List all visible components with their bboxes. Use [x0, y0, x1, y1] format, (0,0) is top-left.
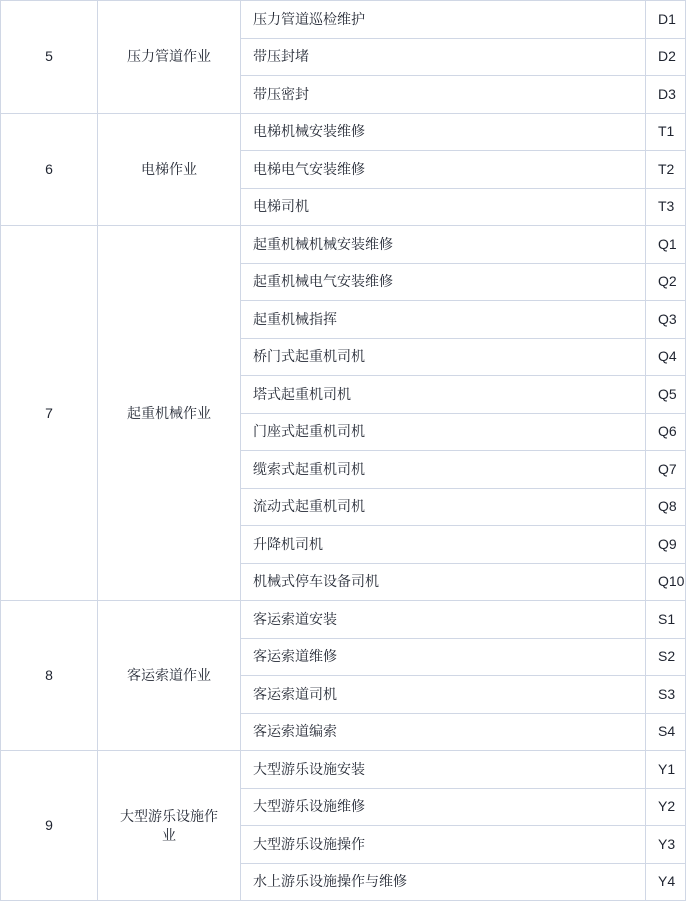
- item-code-cell: D2: [646, 38, 686, 76]
- item-code-cell: Y3: [646, 826, 686, 864]
- item-code-cell: Q6: [646, 413, 686, 451]
- category-label: 起重机械作业: [127, 404, 211, 421]
- item-name-cell: 压力管道巡检维护: [241, 1, 646, 39]
- item-code-cell: T3: [646, 188, 686, 226]
- item-code-cell: Q3: [646, 301, 686, 339]
- category-label: 大型游乐设施作业: [120, 807, 218, 843]
- item-name-cell: 客运索道维修: [241, 638, 646, 676]
- item-name-cell: 电梯电气安装维修: [241, 151, 646, 189]
- category-label: 客运索道作业: [127, 667, 211, 684]
- table-row: [1, 1, 686, 39]
- category-label: 压力管道作业: [127, 48, 211, 65]
- item-name-cell: 升降机司机: [241, 526, 646, 564]
- item-code-cell: Q4: [646, 338, 686, 376]
- item-code-cell: S4: [646, 713, 686, 751]
- item-name-cell: 客运索道安装: [241, 601, 646, 639]
- item-name-cell: 桥门式起重机司机: [241, 338, 646, 376]
- item-name-cell: 门座式起重机司机: [241, 413, 646, 451]
- item-code-cell: D3: [646, 76, 686, 114]
- category-cell: [98, 751, 241, 901]
- category-cell: [98, 226, 241, 601]
- item-name-cell: 大型游乐设施维修: [241, 788, 646, 826]
- item-name-cell: 缆索式起重机司机: [241, 451, 646, 489]
- category-cell: [98, 601, 241, 751]
- item-name-cell: 机械式停车设备司机: [241, 563, 646, 601]
- row-index-cell: 5: [1, 1, 98, 114]
- item-code-cell: Q8: [646, 488, 686, 526]
- item-code-cell: S3: [646, 676, 686, 714]
- row-index-cell: 9: [1, 751, 98, 901]
- item-code-cell: Y1: [646, 751, 686, 789]
- item-name-cell: 带压密封: [241, 76, 646, 114]
- row-index-cell: 7: [1, 226, 98, 601]
- item-code-cell: D1: [646, 1, 686, 39]
- item-name-cell: 客运索道司机: [241, 676, 646, 714]
- item-name-cell: 电梯机械安装维修: [241, 113, 646, 151]
- item-code-cell: Q1: [646, 226, 686, 264]
- item-code-cell: Y4: [646, 863, 686, 901]
- item-code-cell: Q2: [646, 263, 686, 301]
- item-code-cell: Q10: [646, 563, 686, 601]
- item-name-cell: 带压封堵: [241, 38, 646, 76]
- item-name-cell: 大型游乐设施安装: [241, 751, 646, 789]
- item-name-cell: 起重机械指挥: [241, 301, 646, 339]
- category-label: 电梯作业: [141, 160, 197, 177]
- item-name-cell: 大型游乐设施操作: [241, 826, 646, 864]
- item-code-cell: Q7: [646, 451, 686, 489]
- item-code-cell: Q9: [646, 526, 686, 564]
- item-name-cell: 流动式起重机司机: [241, 488, 646, 526]
- table-row: [1, 226, 686, 264]
- row-index-cell: 8: [1, 601, 98, 751]
- item-code-cell: Q5: [646, 376, 686, 414]
- item-code-cell: S1: [646, 601, 686, 639]
- item-code-cell: T1: [646, 113, 686, 151]
- table-row: [1, 601, 686, 639]
- table-body: [1, 1, 686, 901]
- item-name-cell: 水上游乐设施操作与维修: [241, 863, 646, 901]
- item-code-cell: Y2: [646, 788, 686, 826]
- category-cell: [98, 113, 241, 226]
- item-code-cell: S2: [646, 638, 686, 676]
- row-index-cell: 6: [1, 113, 98, 226]
- table-row: [1, 751, 686, 789]
- item-name-cell: 起重机械电气安装维修: [241, 263, 646, 301]
- table-row: [1, 113, 686, 151]
- item-name-cell: 电梯司机: [241, 188, 646, 226]
- category-cell: [98, 1, 241, 114]
- item-name-cell: 起重机械机械安装维修: [241, 226, 646, 264]
- item-name-cell: 塔式起重机司机: [241, 376, 646, 414]
- item-code-cell: T2: [646, 151, 686, 189]
- item-name-cell: 客运索道编索: [241, 713, 646, 751]
